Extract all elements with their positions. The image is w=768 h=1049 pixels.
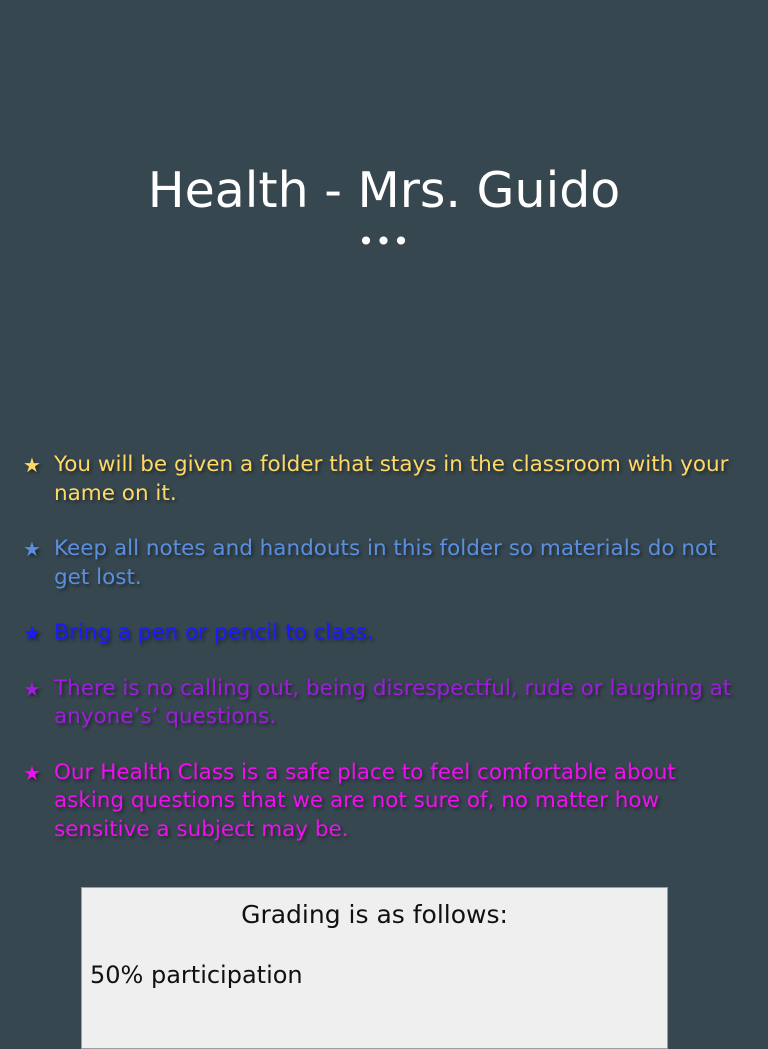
star-icon: ★ bbox=[23, 760, 41, 785]
rule-item bbox=[22, 675, 742, 732]
rules-list bbox=[22, 451, 742, 844]
rule-item bbox=[22, 451, 742, 508]
star-icon: ★ bbox=[23, 537, 41, 561]
rule-text: Our Health Class is a safe place to feel comfortable about asking questions that we are not sure of, no matter how sensitive a subject may be. bbox=[54, 759, 676, 842]
rule-text: You will be given a folder that stays in the classroom with your name on it. bbox=[54, 452, 729, 506]
grading-box bbox=[81, 887, 668, 1049]
star-icon: ★ bbox=[23, 621, 41, 645]
rule-item bbox=[22, 759, 742, 845]
star-icon: ★ bbox=[23, 453, 41, 477]
slide-title: Health - Mrs. Guido bbox=[147, 162, 621, 219]
rule-item bbox=[22, 619, 742, 648]
grading-title: Grading is as follows: bbox=[241, 900, 508, 929]
rule-item bbox=[22, 535, 742, 592]
rule-text: There is no calling out, being disrespectful, rude or laughing at anyone’s’ questions. bbox=[54, 675, 732, 729]
star-icon: ★ bbox=[23, 676, 41, 701]
grading-item: 50% participation bbox=[90, 961, 303, 989]
rule-text: Bring a pen or pencil to class. bbox=[54, 620, 374, 645]
title-dots-decoration: ••• bbox=[357, 225, 411, 258]
rule-text: Keep all notes and handouts in this folder so materials do not get lost. bbox=[54, 536, 717, 590]
